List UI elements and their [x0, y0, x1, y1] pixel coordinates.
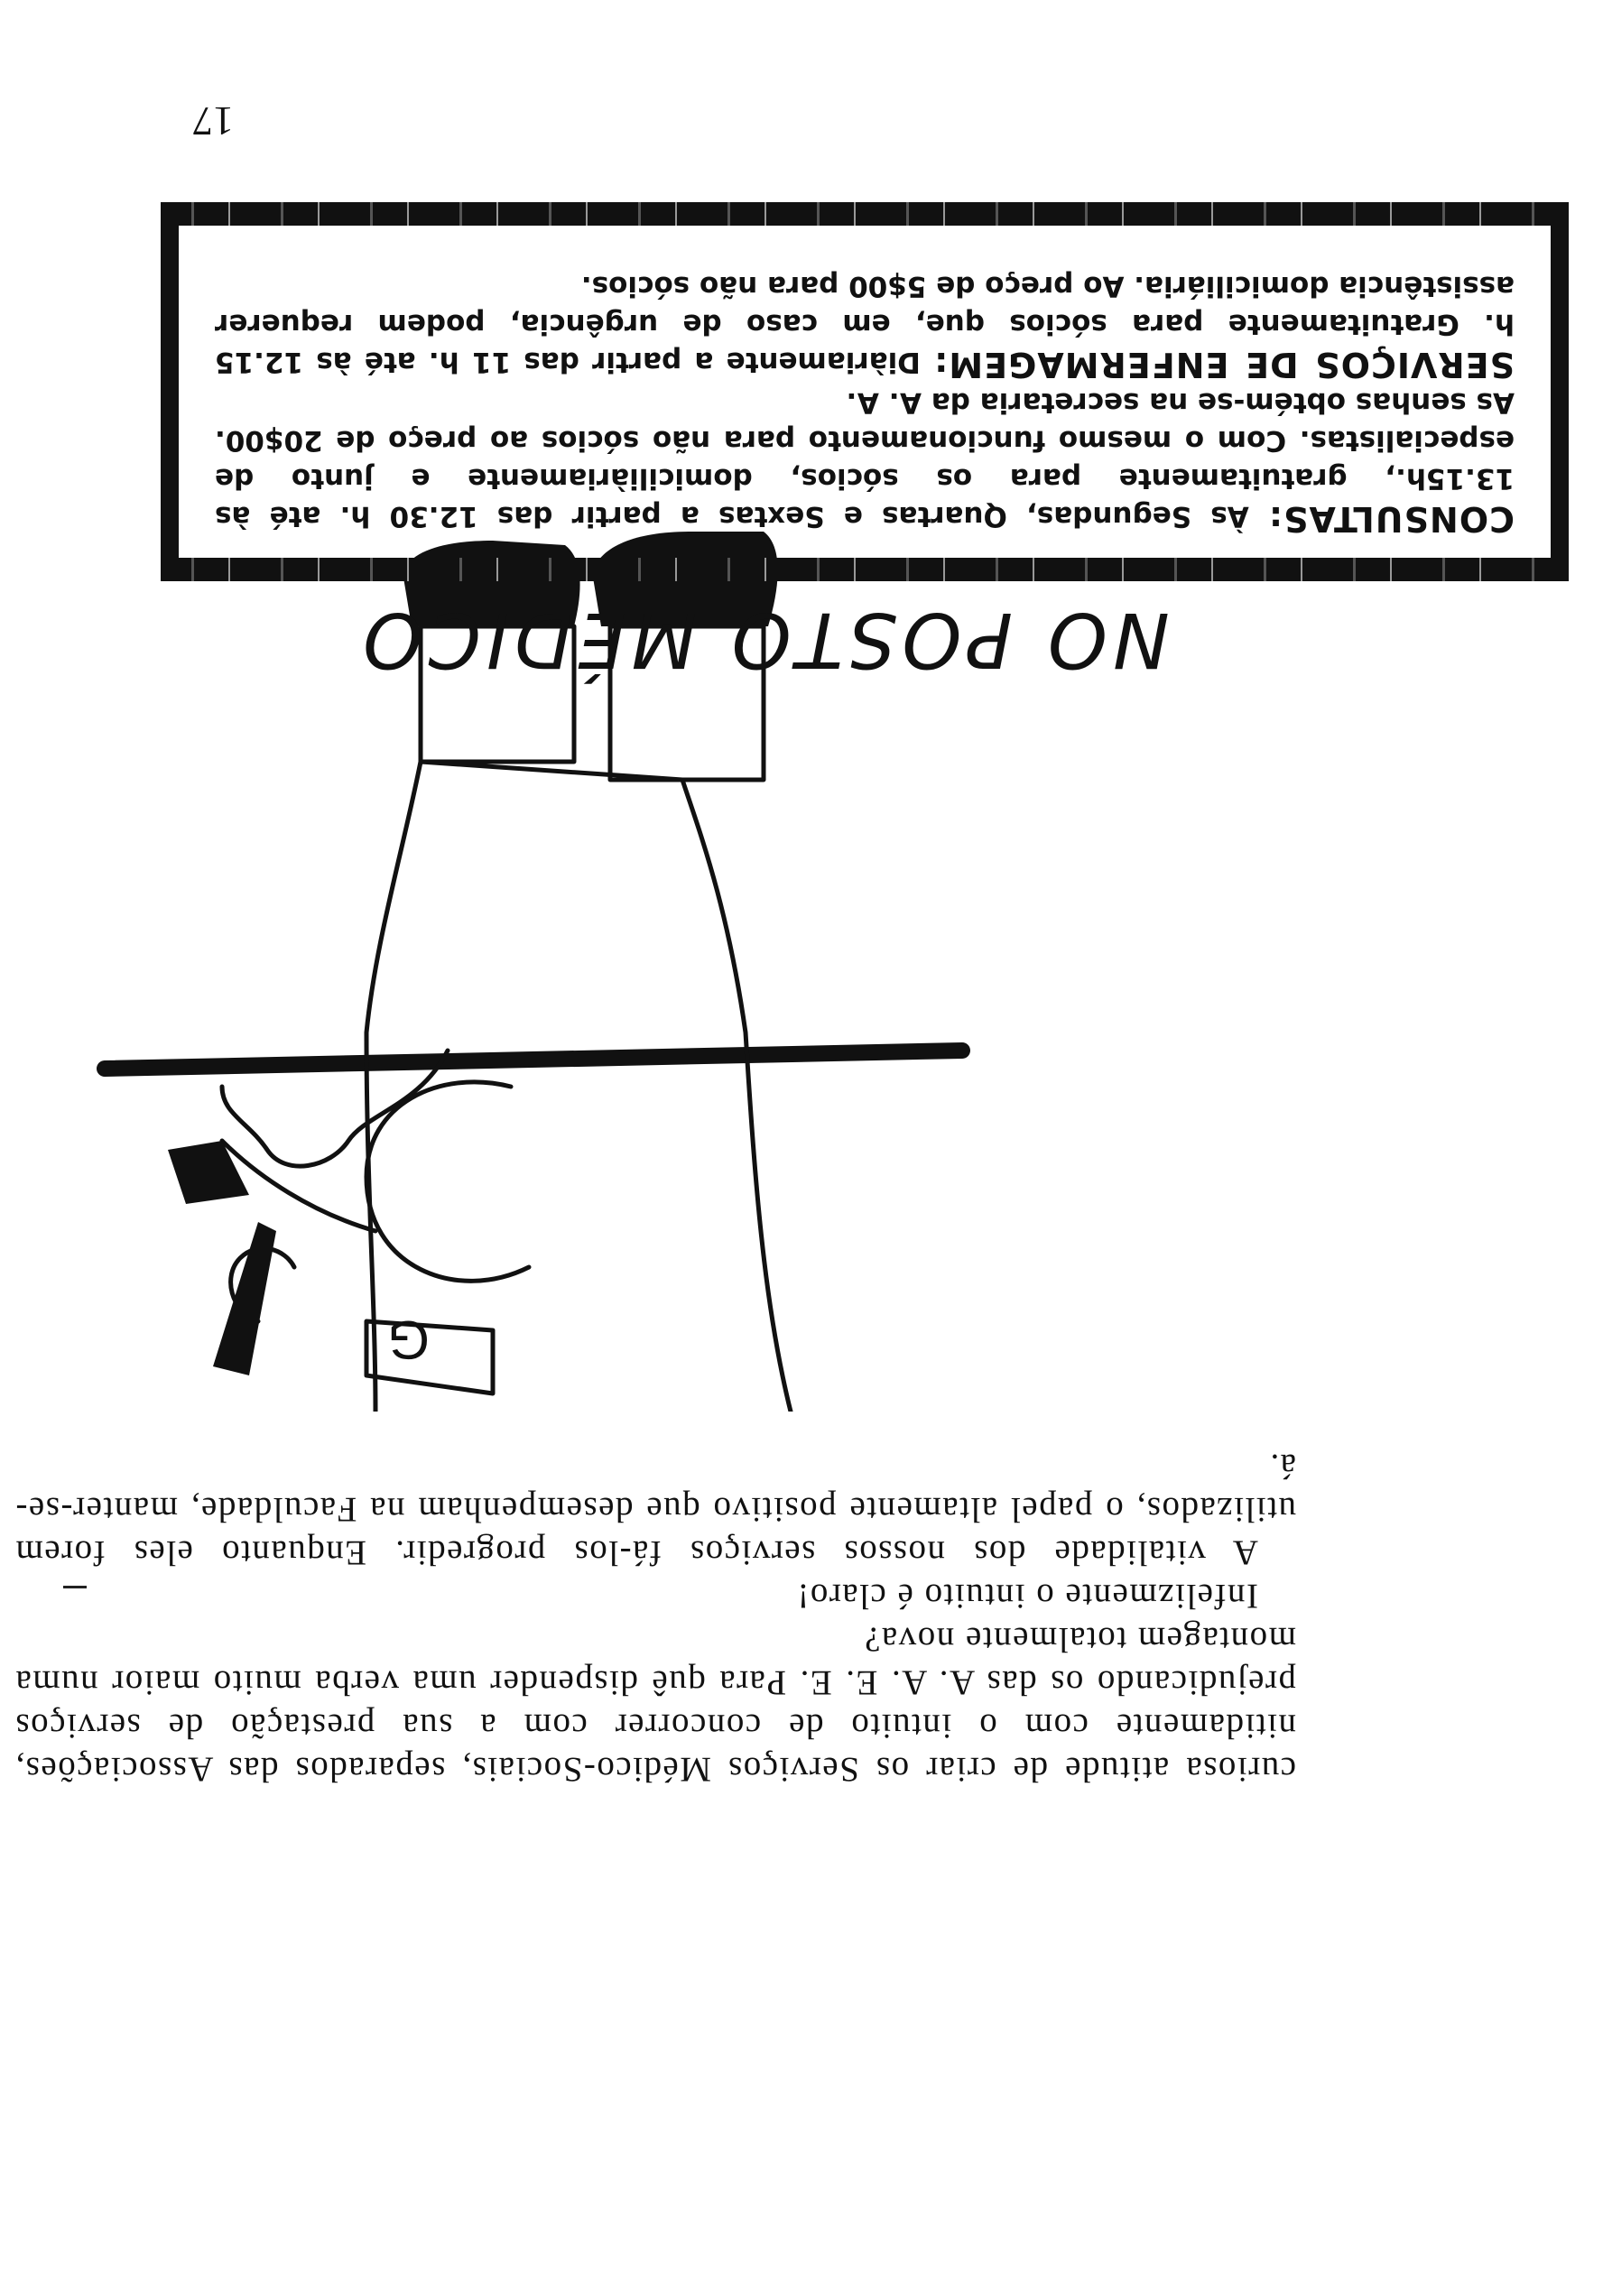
box-bottom-rule	[161, 202, 1569, 226]
figure-coat	[366, 762, 791, 1412]
dark-object	[168, 1141, 249, 1204]
section-heading: NO POSTO MÉDICO	[357, 596, 1170, 684]
knife-blade	[213, 1222, 276, 1375]
enfermagem-paragraph	[215, 267, 1515, 384]
consultas-label: CONSULTAS:	[1267, 499, 1515, 539]
notice-box-content	[161, 226, 1569, 558]
desk-edge	[105, 1051, 962, 1069]
notice-box	[161, 202, 1569, 581]
box-top-rule	[161, 558, 1569, 581]
body-paragraph-continuation: curiosa atitude de criar os Serviços Médico-Sociais, separados das Associações, nitidamente com o intuito de concorrer com a sua prestação de serviços prejudicando os das A. A. E. E. Para quê dispender uma verba muito maior numa montagem totalmente nova?	[14, 1620, 1296, 1789]
enfermagem-text: Diàriamente a partir das 11 h. até às 12.15 h. Gratuitamente para sócios que, em caso de urgência, podem requerer assistência domiciliária. Ao preço de 5$00 para não sócios.	[215, 270, 1515, 378]
body-text	[14, 1444, 1296, 1791]
enfermagem-label: SERVIÇOS DE ENFERMAGEM:	[933, 345, 1515, 384]
figure-arm	[222, 1141, 375, 1231]
margin-mark	[63, 1586, 87, 1588]
sleeve-letter: G	[387, 1310, 430, 1370]
body-paragraph-exclamation: Infelizmente o intuito é claro!	[795, 1577, 1258, 1616]
figure-cuff	[366, 1321, 493, 1393]
figure-head	[366, 1082, 529, 1281]
page-number: 17	[192, 98, 234, 144]
consultas-text: Às Segundas, Quartas e Sextas a partir das 12.30 h. até às 13.15h., gratuitamente para os sócios, domiciliàriamente e junto de especialistas. Com o mesmo funcionamento para não sócios ao preço de 20$00. As senhas obtém-se na secretaria da A. A.	[215, 386, 1515, 532]
consultas-paragraph	[215, 384, 1515, 538]
body-paragraph-vitality: A vitalidade dos nossos serviços fá-los progredir. Enquanto eles forem utilizados, o papel altamente positivo que desempenham na Faculdade, manter-se-á.	[14, 1447, 1296, 1572]
